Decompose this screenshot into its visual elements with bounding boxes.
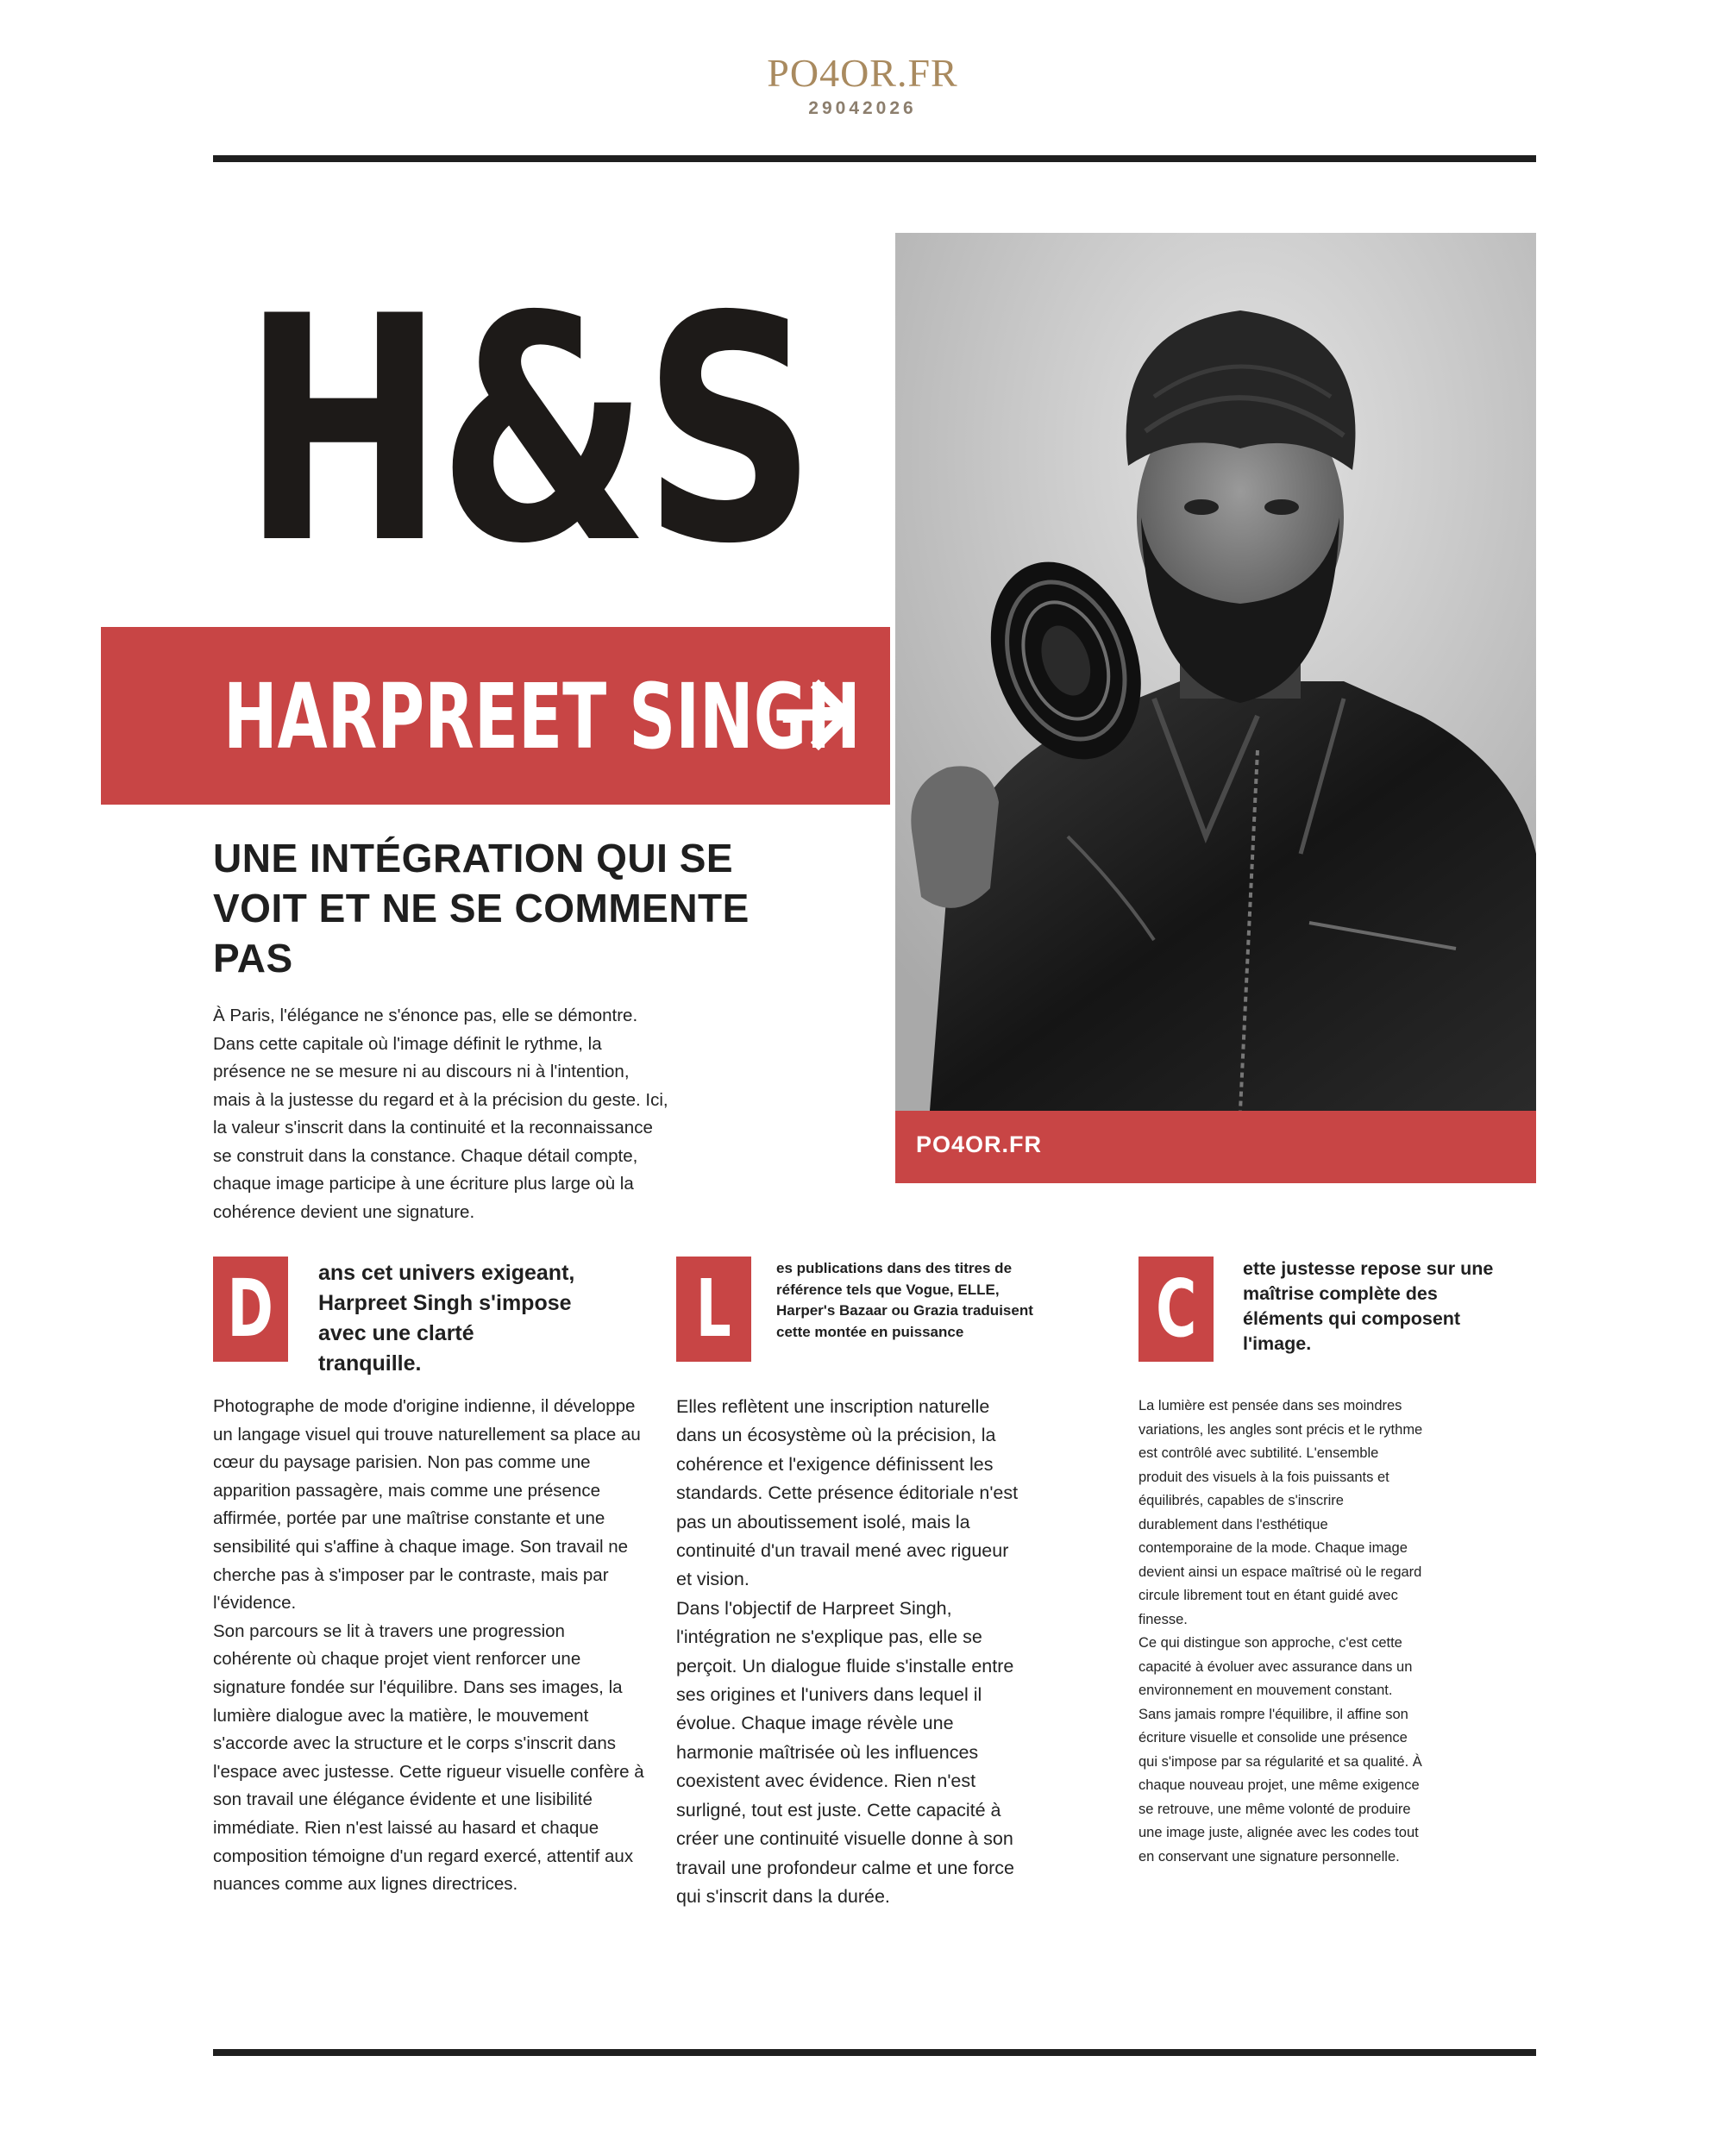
- column-3-body: La lumière est pensée dans ses moindres variations, les angles sont précis et le rythme est contrôlé avec subtilité. L'ensemble produit des visuels à la fois puissants et équilibrés, capables de s'inscrire durablement dans l'esthétique contemporaine de la mode. Chaque image devient ainsi un espace maîtrisé où le regard circule librement tout en étant guidé avec finesse. Ce qui distingue son approche, c'est cette capacité à évoluer avec assurance dans un environnement en mouvement constant. Sans jamais rompre l'équilibre, il affine son écriture visuelle et consolide une présence qui s'impose par sa régularité et sa qualité. À chaque nouveau projet, une même exigence se retrouve, une même volonté de produire une image juste, alignée avec les codes tout en conservant une signature personnelle.: [1138, 1398, 1423, 1865]
- name-banner: [101, 627, 890, 805]
- column-1-body: Photographe de mode d'origine indienne, il développe un langage visuel qui trouve naturellement sa place au cœur du paysage parisien. Non pas comme une apparition passagère, mais comme une présence affirmée, portée par une maîtrise constante et une sensibilité qui s'affine à chaque image. Son travail ne cherche pas à s'imposer par le contraste, mais par l'évidence. Son parcours se lit à travers une progression cohérente où chaque projet vient renforcer une signature fondée sur l'équilibre. Dans ses images, la lumière dialogue avec la matière, le mouvement s'accorde avec la structure et le corps s'inscrit dans l'espace avec justesse. Cette rigueur visuelle confère à son travail une élégance évidente et une lisibilité immédiate. Rien n'est laissé au hasard et chaque composition témoigne d'un regard exercé, attentif aux nuances comme aux lignes directrices.: [213, 1396, 644, 1895]
- photo-caption: PO4OR.FR: [916, 1131, 1043, 1157]
- dropcap-column-1: [213, 1257, 288, 1362]
- portrait-illustration: [895, 233, 1536, 1111]
- column-3-lead: ette justesse repose sur une maîtrise complète des éléments qui composent l'image.: [1243, 1258, 1494, 1354]
- arrow-right-icon: [774, 672, 860, 758]
- dropcap-letter: D: [227, 1263, 274, 1355]
- dropcap-column-3: [1138, 1257, 1214, 1362]
- monogram-text: H&S: [242, 250, 811, 611]
- photographer-name: HARPREET SINGH: [223, 664, 861, 769]
- dropcap-letter: L: [695, 1263, 732, 1355]
- bottom-rule: [213, 2049, 1536, 2056]
- article-headline: UNE INTÉGRATION QUI SE VOIT ET NE SE COMMENTE PAS: [213, 836, 750, 981]
- column-1-lead: ans cet univers exigeant, Harpreet Singh s'impose avec une clarté tranquille.: [318, 1261, 575, 1376]
- photo-caption-bar: [895, 1111, 1536, 1183]
- dropcap-column-2: [676, 1257, 751, 1362]
- masthead-brand: PO4OR.FR: [767, 51, 958, 95]
- masthead-issue-number: 29042026: [808, 98, 917, 118]
- portrait-photo: [895, 233, 1536, 1111]
- dropcap-letter: C: [1155, 1263, 1197, 1355]
- top-rule: [213, 155, 1536, 162]
- monogram-title: [242, 250, 811, 611]
- article-intro: À Paris, l'élégance ne s'énonce pas, elle se démontre. Dans cette capitale où l'image définit le rythme, la présence ne se mesure ni au discours ni à l'intention, mais à la justesse du regard et à la précision du geste. Ici, la valeur s'inscrit dans la continuité et la reconnaissance se construit dans la constance. Chaque détail compte, chaque image participe à une écriture plus large où la cohérence devient une signature.: [213, 1006, 668, 1222]
- column-2-body: Elles reflètent une inscription naturelle dans un écosystème où la précision, la cohérence et l'exigence définissent les standards. Cette présence éditoriale n'est pas un aboutissement isolé, mais la continuité d'un travail mené avec rigueur et vision. Dans l'objectif de Harpreet Singh, l'intégration ne s'explique pas, elle se perçoit. Un dialogue fluide s'installe entre ses origines et l'univers dans lequel il évolue. Chaque image révèle une harmonie maîtrisée où les influences coexistent avec évidence. Rien n'est surligné, tout est juste. Cette capacité à créer une continuité visuelle donne à son travail une profondeur calme et une force qui s'inscrit dans la durée.: [676, 1396, 1019, 1907]
- column-2-lead: es publications dans des titres de référence tels que Vogue, ELLE, Harper's Bazaar ou Grazia traduisent cette montée en puissance: [776, 1260, 1033, 1340]
